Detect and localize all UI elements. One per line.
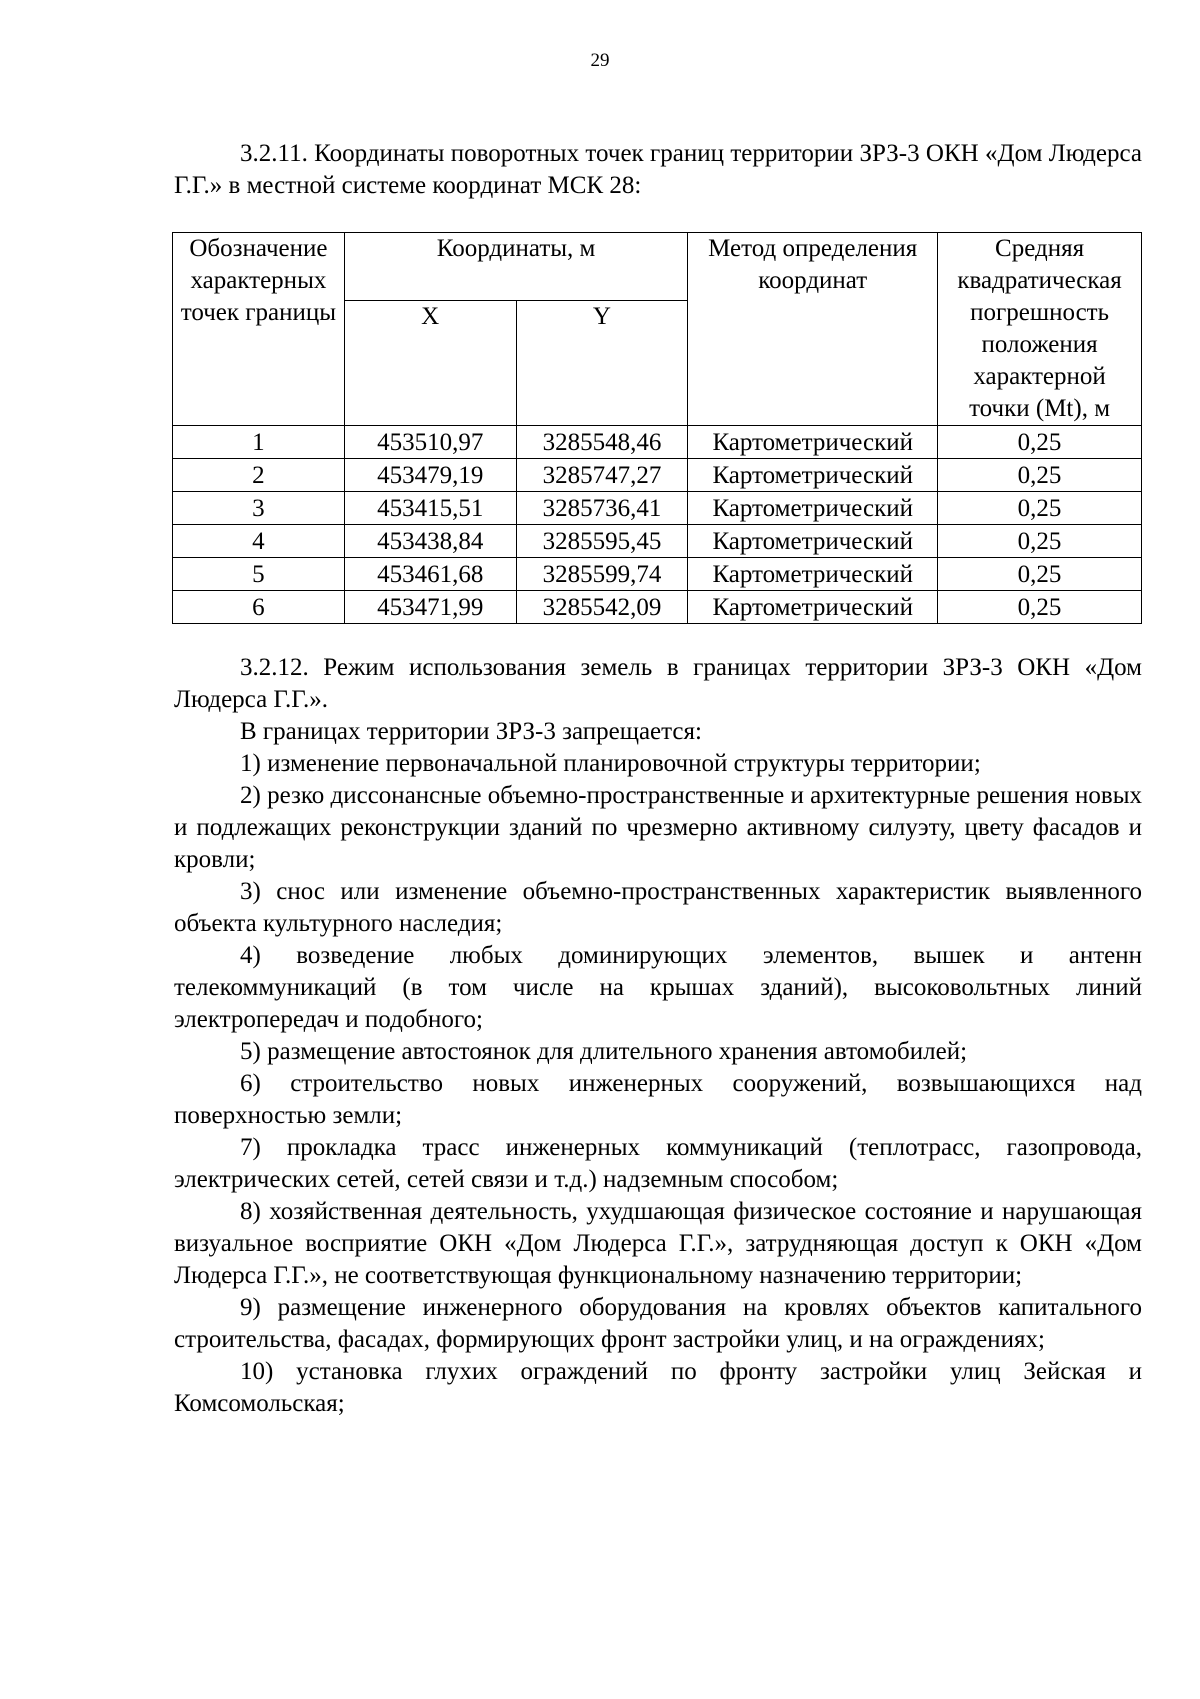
header-method: Метод определения координат [688, 233, 938, 426]
cell-y: 3285548,46 [516, 426, 688, 459]
cell-y: 3285747,27 [516, 459, 688, 492]
coordinates-table [172, 232, 1142, 624]
list-item: 9) размещение инженерного оборудования на кровлях объектов капитального строительства, фасадах, формирующих фронт застройки улиц, и на ограждениях; [174, 1294, 1142, 1353]
table-body [173, 426, 1142, 624]
header-error: Средняя квадратическая погрешность положения характерной точки (Mt), м [938, 233, 1142, 426]
list-item: 8) хозяйственная деятельность, ухудшающая физическое состояние и нарушающая визуальное восприятие ОКН «Дом Людерса Г.Г.», затрудняющая доступ к ОКН «Дом Людерса Г.Г.», не соответствующая функциональному назначению территории; [174, 1198, 1142, 1289]
list-item: 3) снос или изменение объемно-пространственных характеристик выявленного объекта культурного наследия; [174, 878, 1142, 937]
cell-error: 0,25 [938, 459, 1142, 492]
table-row [173, 426, 1142, 459]
cell-point: 5 [173, 558, 345, 591]
table-row [173, 459, 1142, 492]
cell-y: 3285595,45 [516, 525, 688, 558]
cell-method: Картометрический [688, 492, 938, 525]
cell-x: 453438,84 [344, 525, 516, 558]
cell-error: 0,25 [938, 492, 1142, 525]
cell-error: 0,25 [938, 558, 1142, 591]
header-y: Y [516, 301, 688, 426]
cell-point: 1 [173, 426, 345, 459]
cell-method: Картометрический [688, 459, 938, 492]
table-row [173, 492, 1142, 525]
cell-y: 3285736,41 [516, 492, 688, 525]
cell-x: 453461,68 [344, 558, 516, 591]
cell-point: 4 [173, 525, 345, 558]
cell-x: 453415,51 [344, 492, 516, 525]
cell-error: 0,25 [938, 525, 1142, 558]
prohibitions-list [174, 748, 1142, 1420]
cell-x: 453510,97 [344, 426, 516, 459]
list-item: 2) резко диссонансные объемно-пространственные и архитектурные решения новых и подлежащих реконструкции зданий по чрезмерно активному силуэту, цвету фасадов и кровли; [174, 782, 1142, 873]
document-body [174, 138, 1142, 1420]
cell-method: Картометрический [688, 525, 938, 558]
cell-point: 3 [173, 492, 345, 525]
cell-y: 3285542,09 [516, 591, 688, 624]
cell-point: 6 [173, 591, 345, 624]
cell-x: 453479,19 [344, 459, 516, 492]
cell-y: 3285599,74 [516, 558, 688, 591]
page-number: 29 [590, 50, 610, 71]
cell-error: 0,25 [938, 591, 1142, 624]
section-3-2-12-intro: В границах территории ЗРЗ-3 запрещается: [240, 718, 702, 745]
cell-method: Картометрический [688, 591, 938, 624]
section-3-2-11-heading: 3.2.11. Координаты поворотных точек границ территории ЗРЗ-3 ОКН «Дом Людерса Г.Г.» в местной системе координат МСК 28: [174, 140, 1142, 199]
list-item: 4) возведение любых доминирующих элементов, вышек и антенн телекоммуникаций (в том числе на крышах зданий), высоковольтных линий электропередач и подобного; [174, 942, 1142, 1033]
cell-x: 453471,99 [344, 591, 516, 624]
table-row [173, 525, 1142, 558]
list-item: 6) строительство новых инженерных сооружений, возвышающихся над поверхностью земли; [174, 1070, 1142, 1129]
table-row [173, 558, 1142, 591]
header-point: Обозначение характерных точек границы [173, 233, 345, 426]
list-item: 7) прокладка трасс инженерных коммуникаций (теплотрасс, газопровода, электрических сетей, сетей связи и т.д.) надземным способом; [174, 1134, 1142, 1193]
header-x: X [344, 301, 516, 426]
cell-method: Картометрический [688, 426, 938, 459]
header-coords: Координаты, м [344, 233, 687, 301]
section-3-2-12-heading: 3.2.12. Режим использования земель в границах территории ЗРЗ-3 ОКН «Дом Людерса Г.Г.». [174, 654, 1142, 713]
cell-method: Картометрический [688, 558, 938, 591]
list-item: 1) изменение первоначальной планировочной структуры территории; [240, 750, 981, 777]
list-item: 10) установка глухих ограждений по фронту застройки улиц Зейская и Комсомольская; [174, 1358, 1142, 1417]
cell-error: 0,25 [938, 426, 1142, 459]
list-item: 5) размещение автостоянок для длительного хранения автомобилей; [240, 1038, 968, 1065]
table-row [173, 591, 1142, 624]
cell-point: 2 [173, 459, 345, 492]
